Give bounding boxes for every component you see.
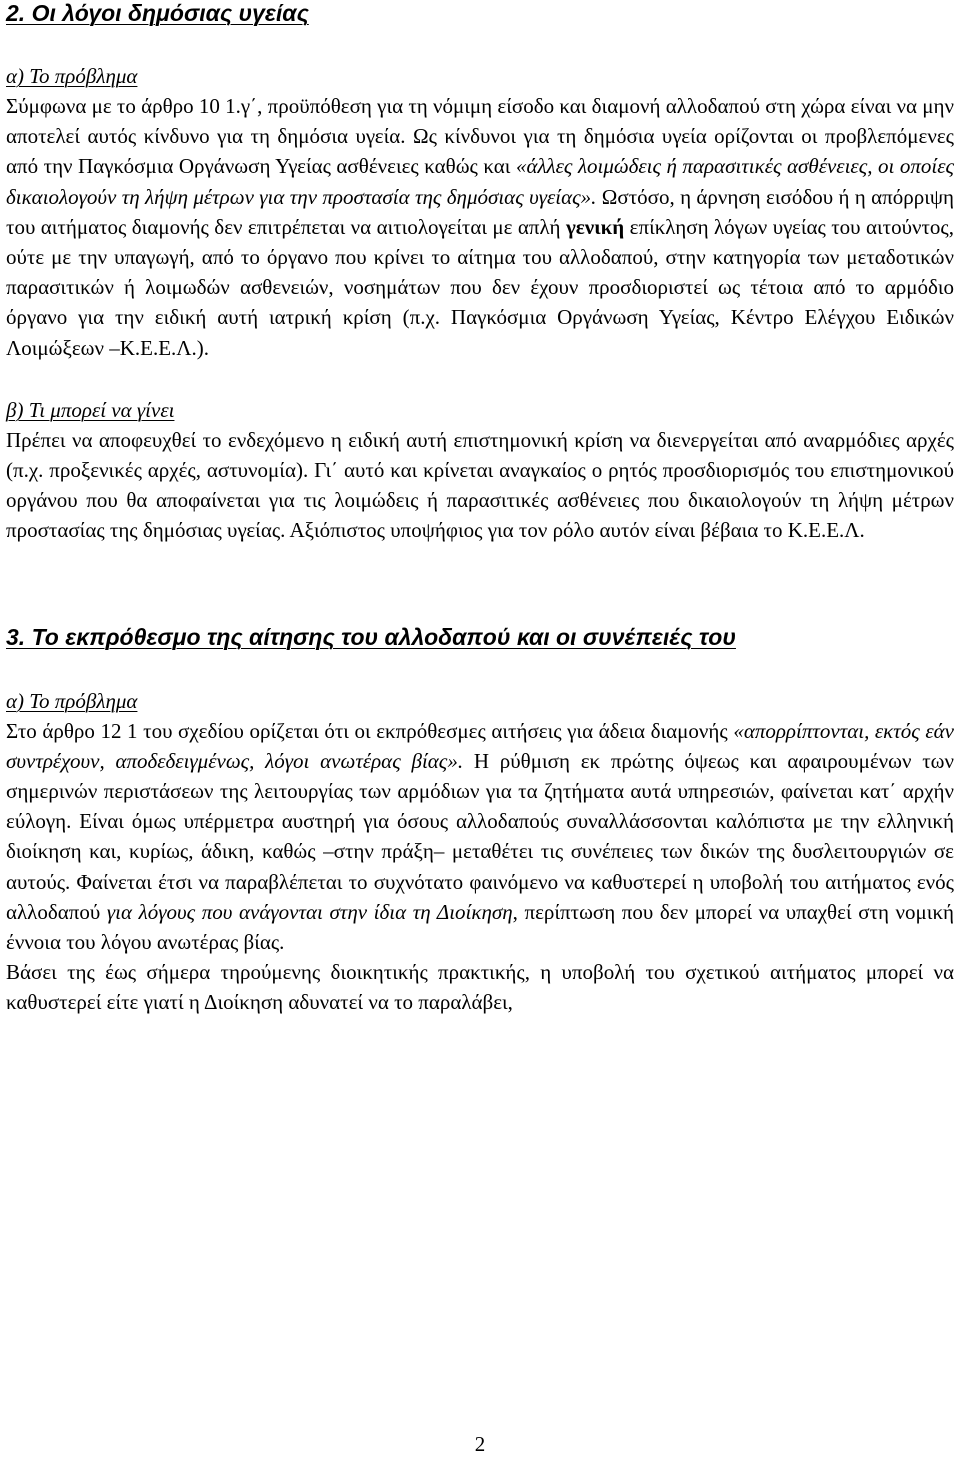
- page-number: 2: [474, 1432, 486, 1456]
- section-3-heading: 3. Το εκπρόθεσμο της αίτησης του αλλοδαπού και οι συνέπειές του: [6, 623, 736, 650]
- section-3-practice-paragraph: Βάσει της έως σήμερα τηρούμενης διοικητικής πρακτικής, η υποβολή του σχετικού αιτήματος μπορεί να καθυστερεί είτε γιατί η Διοίκηση αδυνατεί να το παραλάβει,: [6, 960, 954, 1015]
- section-2-solution-paragraph: Πρέπει να αποφευχθεί το ενδεχόμενο η ειδική αυτή επιστημονική κρίση να διενεργείται από αναρμόδιες αρχές (π.χ. προξενικές αρχές, αστυνομία). Γι΄ αυτό και κρίνεται αναγκαίος ο ρητός προσδιορισμός του επιστημονικού οργάνου που θα αποφαίνεται για τις λοιμώδεις ή παρασιτικές ασθένειες που δικαιολογούν τη λήψη μέτρων προστασίας της δημόσιας υγείας. Αξιόπιστος υποψήφιος για τον ρόλο αυτόν είναι βέβαια το Κ.Ε.Ε.Λ.: [6, 427, 954, 543]
- section-2-solution-title: β) Τι μπορεί να γίνει: [6, 397, 175, 422]
- section-3-problem-paragraph: Στο άρθρο 12 1 του σχεδίου ορίζεται ότι οι εκπρόθεσμες αιτήσεις για άδεια διαμονής «απορρίπτονται, εκτός εάν συντρέχουν, αποδεδειγμένως, λόγοι ανωτέρας βίας». Η ρύθμιση εκ πρώτης όψεως και αφαιρουμένων των σημερινών περιστάσεων της λειτουργίας των αρμόδιων για τα ζητήματα αυτά υπηρεσιών, φαίνεται κατ΄ αρχήν εύλογη. Είναι όμως υπέρμετρα αυστηρή για όσους αλλοδαπούς συναλλάσσονται καλόπιστα με την ελληνική διοίκηση και, κυρίως, άδικη, καθώς –στην πράξη– μεταθέτει τις συνέπειες των δικών της δυσλειτουργιών σε αυτούς. Φαίνεται έτσι να παραβλέπεται το συχνότατο φαινόμενο να καθυστερεί η υποβολή του αιτήματος ενός αλλοδαπού για λόγους που ανάγονται στην ίδια τη Διοίκηση, περίπτωση που δεν μπορεί να υπαχθεί στη νομική έννοια του λόγου ανωτέρας βίας.: [6, 718, 955, 955]
- document-page: [6, 0, 954, 1018]
- section-2-problem-title: α) Το πρόβλημα: [6, 64, 138, 88]
- section-2-heading: 2. Οι λόγοι δημόσιας υγείας: [6, 0, 309, 26]
- section-2-problem-paragraph: Σύμφωνα με το άρθρο 10 1.γ΄, προϋπόθεση για τη νόμιμη είσοδο και διαμονή αλλοδαπού στη χώρα είναι να μην αποτελεί αυτός κίνδυνο για τη δημόσια υγεία. Ως κίνδυνοι για τη δημόσια υγεία ορίζονται οι προβλεπόμενες από την Παγκόσμια Οργάνωση Υγείας ασθένειες καθώς και «άλλες λοιμώδεις ή παρασιτικές ασθένειες, οι οποίες δικαιολογούν τη λήψη μέτρων για την προστασία της δημόσιας υγείας». Ωστόσο, η άρνηση εισόδου ή η απόρριψη του αιτήματος διαμονής δεν επιτρέπεται να αιτιολογείται με απλή γενική επίκληση λόγων υγείας του αιτούντος, ούτε με την υπαγωγή, από το όργανο που κρίνει το αίτημα του αλλοδαπού, στην κατηγορία των μεταδοτικών παρασιτικών ή λοιμωδών ασθενειών, νοσημάτων που δεν έχουν προσδιοριστεί ως τέτοια από το αρμόδιο όργανο για την ειδική αυτή ιατρική κρίση (π.χ. Παγκόσμια Οργάνωση Υγείας, Κέντρο Ελέγχου Ειδικών Λοιμώξεων –Κ.Ε.Ε.Λ.).: [6, 94, 954, 360]
- section-3-problem-title: α) Το πρόβλημα: [6, 688, 138, 713]
